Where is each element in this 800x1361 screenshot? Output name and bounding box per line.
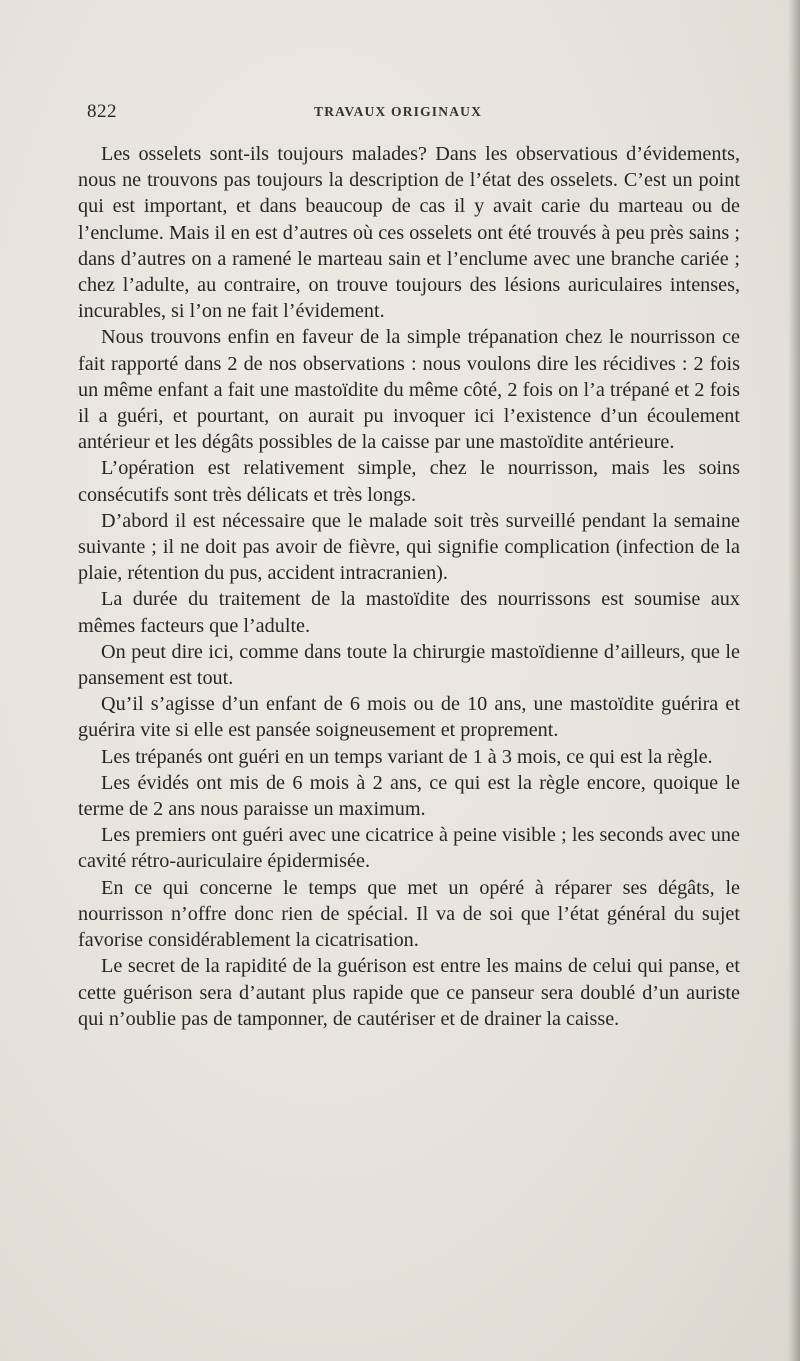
paragraph-cicatrice: Les premiers ont guéri avec une cicatrice à peine visible ; les seconds avec une cavité rétro-auriculaire épidermisée. (78, 824, 740, 873)
paragraph-osselets: Les osselets sont-ils toujours malades? Dans les observatious d’évidements, nous ne trouvons pas toujours la description de l’état des osselets. C’est un point qui est important, et dans beaucoup de cas il y avait carie du marteau ou de l’enclume. Mais il en est d’autres où ces osselets ont été trouvés à peu près sains ; dans d’autres on a ramené le marteau sain et l’enclume avec une branche cariée ; chez l’adulte, au contraire, on trouve toujours des lésions auriculaires intenses, incurables, si l’on ne fait l’évidement. (78, 143, 740, 323)
paragraph-pansement: On peut dire ici, comme dans toute la chirurgie mastoïdienne d’ailleurs, que le pansement est tout. (78, 640, 740, 690)
paragraph-operation: L’opération est relativement simple, chez le nourrisson, mais les soins consécutifs sont très délicats et très longs. (78, 457, 740, 506)
paragraph-temps: En ce qui concerne le temps que met un opéré à réparer ses dégâts, le nourrisson n’offre donc rien de spécial. Il va de soi que l’état général du sujet favorise considérablement la cicatrisation. (78, 876, 740, 952)
paragraph-age: Qu’il s’agisse d’un enfant de 6 mois ou de 10 ans, une mastoïdite guérira et guérira vite si elle est pansée soigneusement et proprement. (78, 693, 740, 742)
page-edge-shadow (788, 0, 800, 1361)
paragraph-surveillance: D’abord il est nécessaire que le malade soit très surveillé pendant la semaine suivante ; il ne doit pas avoir de fièvre, qui signifie complication (infection de la plaie, rétention du pus, accident intracranien). (78, 509, 740, 585)
page-number: 822 (87, 101, 117, 122)
running-head (87, 101, 735, 125)
paragraph-duree: La durée du traitement de la mastoïdite des nourrissons est soumise aux mêmes facteurs que l’adulte. (78, 588, 740, 637)
paragraph-trepanation: Nous trouvons enfin en faveur de la simple trépanation chez le nourrisson ce fait rapporté dans 2 de nos observations : nous voulons dire les récidives : 2 fois un même enfant a fait une mastoïdite du même côté, 2 fois on l’a trépané et 2 fois il a guéri, et pourtant, on aurait pu invoquer ici l’existence d’un écoulement antérieur et les dégâts possibles de la caisse par une mastoïdite antérieure. (78, 326, 740, 454)
paragraph-trepanes: Les trépanés ont guéri en un temps variant de 1 à 3 mois, ce qui est la règle. (101, 745, 713, 768)
paragraph-evides: Les évidés ont mis de 6 mois à 2 ans, ce qui est la règle encore, quoique le terme de 2 ans nous paraisse un maximum. (78, 771, 740, 821)
paragraph-secret: Le secret de la rapidité de la guérison est entre les mains de celui qui panse, et cette guérison sera d’autant plus rapide que ce panseur sera doublé d’un auriste qui n’oublie pas de tamponner, de cautériser et de drainer la caisse. (78, 955, 740, 1030)
body-text (78, 141, 740, 1032)
running-title: TRAVAUX ORIGINAUX (314, 104, 483, 119)
